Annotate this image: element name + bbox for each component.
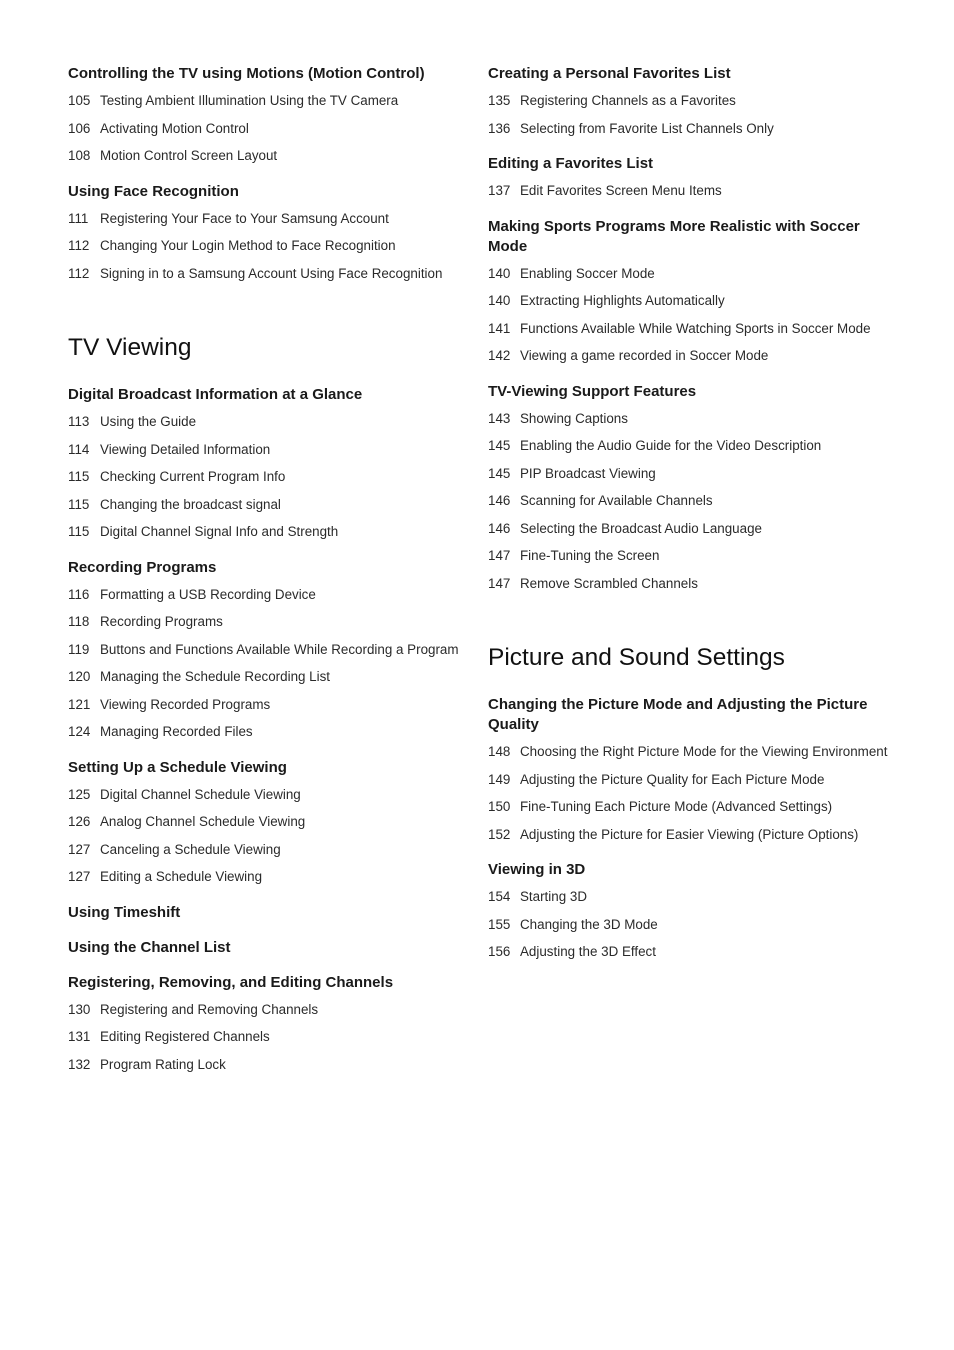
- section-title-link[interactable]: Using the Channel List: [68, 938, 231, 956]
- toc-entry-title: Showing Captions: [520, 410, 628, 426]
- toc-entry-list: [68, 412, 470, 543]
- toc-entry[interactable]: [68, 119, 470, 140]
- toc-entry[interactable]: [488, 742, 888, 763]
- toc-entry[interactable]: [68, 640, 470, 661]
- section-title-link[interactable]: Changing the Picture Mode and Adjusting the Picture Quality: [488, 696, 868, 733]
- toc-entry-page-number: 135: [488, 93, 511, 108]
- toc-entry-page-number: 114: [68, 441, 90, 457]
- part-title-tv-viewing: TV Viewing: [68, 334, 192, 361]
- toc-entry-title: Adjusting the Picture for Easier Viewing (Picture Options): [520, 826, 859, 842]
- toc-entry-page-number: 154: [488, 889, 511, 904]
- toc-entry[interactable]: [488, 409, 888, 430]
- toc-section: [68, 903, 470, 923]
- section-title-link[interactable]: Creating a Personal Favorites List: [488, 65, 731, 82]
- toc-entry[interactable]: [488, 491, 888, 512]
- toc-entry-page-number: 131: [68, 1029, 91, 1044]
- toc-entry-title: Viewing a game recorded in Soccer Mode: [520, 348, 769, 363]
- toc-entry-list: [68, 91, 470, 167]
- section-title-link[interactable]: Digital Broadcast Information at a Glance: [68, 386, 363, 403]
- toc-entry-title: Selecting from Favorite List Channels Only: [520, 120, 774, 136]
- toc-entry-title: Enabling Soccer Mode: [520, 265, 655, 281]
- toc-entry-list: [68, 785, 470, 888]
- toc-entry[interactable]: [488, 825, 888, 846]
- toc-section: [68, 182, 470, 285]
- toc-entry-page-number: 115: [68, 524, 90, 539]
- toc-entry[interactable]: [68, 495, 470, 516]
- toc-entry-title: Analog Channel Schedule Viewing: [100, 814, 306, 829]
- toc-entry-page-number: 112: [68, 238, 90, 253]
- toc-entry-page-number: 112: [68, 265, 90, 281]
- toc-entry-title: Adjusting the 3D Effect: [520, 944, 656, 959]
- toc-entry-page-number: 147: [488, 548, 511, 563]
- toc-entry-page-number: 106: [68, 120, 91, 136]
- toc-entry-title: Canceling a Schedule Viewing: [100, 841, 281, 857]
- part-title-picture-and-sound-settings: Picture and Sound Settings: [488, 644, 785, 671]
- toc-entry-page-number: 126: [68, 814, 91, 829]
- toc-entry-page-number: 116: [68, 586, 90, 602]
- toc-entry-title: Recording Programs: [100, 614, 223, 629]
- toc-entry-page-number: 140: [488, 293, 511, 308]
- toc-entry[interactable]: [68, 209, 470, 230]
- toc-entry[interactable]: [488, 519, 888, 540]
- toc-entry[interactable]: [68, 1027, 470, 1048]
- toc-entry[interactable]: [68, 522, 470, 543]
- toc-entry-page-number: 115: [68, 496, 90, 512]
- toc-entry-page-number: 146: [488, 520, 511, 536]
- toc-entry[interactable]: [68, 667, 470, 688]
- toc-entry-list: [68, 1000, 470, 1076]
- toc-entry-title: PIP Broadcast Viewing: [520, 465, 656, 481]
- section-title-link[interactable]: Recording Programs: [68, 558, 217, 576]
- toc-entry-title: Digital Channel Schedule Viewing: [100, 786, 301, 802]
- toc-entry[interactable]: [68, 91, 470, 112]
- section-title-link[interactable]: Setting Up a Schedule Viewing: [68, 758, 287, 776]
- toc-entry-title: Registering Channels as a Favorites: [520, 93, 736, 108]
- toc-entry-title: Functions Available While Watching Sports in Soccer Mode: [520, 320, 871, 336]
- toc-entry-title: Editing Registered Channels: [100, 1029, 270, 1044]
- toc-entry-page-number: 137: [488, 183, 511, 198]
- toc-entry-page-number: 136: [488, 120, 511, 136]
- toc-entry[interactable]: [488, 436, 888, 457]
- toc-entry-title: Checking Current Program Info: [100, 469, 286, 484]
- toc-entry-page-number: 127: [68, 869, 91, 884]
- toc-entry[interactable]: [488, 770, 888, 791]
- toc-entry[interactable]: [488, 887, 888, 908]
- toc-entry-title: Selecting the Broadcast Audio Language: [520, 520, 762, 536]
- toc-entry-title: Managing Recorded Files: [100, 724, 253, 739]
- toc-entry-title: Motion Control Screen Layout: [100, 148, 278, 163]
- toc-entry[interactable]: [68, 840, 470, 861]
- section-title-link[interactable]: Controlling the TV using Motions (Motion Control): [68, 65, 425, 82]
- toc-entry[interactable]: [488, 181, 888, 202]
- toc-entry-list: [488, 181, 888, 202]
- toc-entry-title: Editing a Schedule Viewing: [100, 869, 263, 884]
- toc-entry-page-number: 108: [68, 148, 91, 163]
- toc-entry-title: Extracting Highlights Automatically: [520, 293, 725, 308]
- toc-entry-title: Registering and Removing Channels: [100, 1001, 319, 1017]
- section-title-link[interactable]: Editing a Favorites List: [488, 155, 654, 172]
- toc-entry-page-number: 152: [488, 826, 511, 842]
- toc-entry[interactable]: [68, 412, 470, 433]
- section-title-link[interactable]: Making Sports Programs More Realistic with Soccer Mode: [488, 217, 860, 255]
- toc-entry-page-number: 148: [488, 744, 511, 759]
- toc-entry[interactable]: [488, 264, 888, 285]
- toc-entry[interactable]: [68, 867, 470, 888]
- toc-entry[interactable]: [488, 346, 888, 367]
- toc-entry-title: Remove Scrambled Channels: [520, 575, 698, 591]
- toc-left-column: [68, 64, 470, 1075]
- toc-entry[interactable]: [68, 1000, 470, 1021]
- toc-entry-title: Testing Ambient Illumination Using the TV Camera: [100, 93, 399, 108]
- toc-entry-page-number: 140: [488, 265, 511, 281]
- toc-entry-page-number: 127: [68, 841, 91, 857]
- toc-entry[interactable]: [68, 146, 470, 167]
- section-title-link[interactable]: Using Face Recognition: [68, 182, 239, 200]
- toc-entry-title: Digital Channel Signal Info and Strength: [100, 524, 339, 539]
- toc-entry-page-number: 142: [488, 348, 511, 363]
- toc-entry[interactable]: [68, 785, 470, 806]
- toc-entry-page-number: 125: [68, 786, 91, 802]
- toc-entry-title: Managing the Schedule Recording List: [100, 669, 331, 684]
- toc-section: [488, 695, 888, 845]
- toc-entry-page-number: 119: [68, 641, 90, 657]
- toc-entry-title: Buttons and Functions Available While Recording a Program: [100, 641, 459, 657]
- toc-entry-title: Fine-Tuning the Screen: [520, 548, 660, 563]
- toc-entry[interactable]: [488, 119, 888, 140]
- toc-entry-page-number: 147: [488, 575, 511, 591]
- toc-entry-list: [68, 209, 470, 285]
- toc-section: [488, 860, 888, 963]
- toc-section: [68, 758, 470, 888]
- toc-entry-title: Formatting a USB Recording Device: [100, 586, 316, 602]
- toc-right-column: [488, 64, 888, 963]
- toc-entry-title: Choosing the Right Picture Mode for the Viewing Environment: [520, 744, 888, 759]
- toc-section: [488, 154, 888, 202]
- toc-entry-page-number: 105: [68, 93, 91, 108]
- toc-entry-title: Changing the 3D Mode: [520, 916, 658, 932]
- toc-entry-title: Edit Favorites Screen Menu Items: [520, 183, 722, 198]
- toc-entry-page-number: 118: [68, 614, 90, 629]
- toc-entry-page-number: 124: [68, 724, 91, 739]
- section-title-link[interactable]: TV-Viewing Support Features: [488, 382, 697, 400]
- toc-entry[interactable]: [68, 812, 470, 833]
- toc-entry[interactable]: [68, 722, 470, 743]
- toc-entry-page-number: 113: [68, 414, 90, 429]
- toc-entry[interactable]: [68, 695, 470, 716]
- toc-entry-title: Changing Your Login Method to Face Recognition: [100, 238, 396, 253]
- toc-entry[interactable]: [68, 467, 470, 488]
- toc-section: [488, 64, 888, 139]
- toc-entry-list: [488, 742, 888, 845]
- toc-entry-title: Scanning for Available Channels: [520, 493, 713, 508]
- toc-entry[interactable]: [68, 440, 470, 461]
- toc-entry-title: Program Rating Lock: [100, 1056, 226, 1072]
- toc-entry[interactable]: [488, 464, 888, 485]
- toc-entry[interactable]: [68, 264, 470, 285]
- toc-entry-title: Fine-Tuning Each Picture Mode (Advanced Settings): [520, 799, 833, 814]
- toc-entry-title: Activating Motion Control: [100, 120, 249, 136]
- toc-entry-title: Viewing Detailed Information: [100, 441, 271, 457]
- toc-entry-page-number: 111: [68, 210, 89, 226]
- toc-entry-page-number: 121: [68, 696, 91, 712]
- toc-entry-page-number: 130: [68, 1001, 91, 1017]
- toc-entry-page-number: 155: [488, 916, 511, 932]
- toc-entry-title: Using the Guide: [100, 414, 197, 429]
- section-title-link[interactable]: Registering, Removing, and Editing Channels: [68, 973, 394, 991]
- toc-section: [68, 64, 470, 167]
- toc-entry-list: [488, 264, 888, 367]
- toc-entry-list: [68, 585, 470, 743]
- toc-entry[interactable]: [488, 797, 888, 818]
- toc-entry-page-number: 115: [68, 469, 90, 484]
- toc-entry[interactable]: [488, 91, 888, 112]
- toc-section: [68, 973, 470, 1076]
- toc-section: [68, 558, 470, 743]
- toc-entry[interactable]: [488, 942, 888, 963]
- toc-entry[interactable]: [488, 574, 888, 595]
- toc-entry-page-number: 156: [488, 944, 511, 959]
- toc-entry[interactable]: [68, 612, 470, 633]
- toc-section: [68, 938, 470, 958]
- toc-entry-page-number: 150: [488, 799, 511, 814]
- toc-entry-page-number: 132: [68, 1056, 91, 1072]
- toc-section: [488, 382, 888, 595]
- toc-entry-list: [488, 887, 888, 963]
- toc-entry-title: Adjusting the Picture Quality for Each Picture Mode: [520, 771, 825, 787]
- toc-entry-page-number: 145: [488, 465, 511, 481]
- toc-section: [68, 385, 470, 543]
- toc-entry-page-number: 146: [488, 493, 511, 508]
- toc-entry-list: [488, 409, 888, 595]
- toc-entry[interactable]: [488, 546, 888, 567]
- toc-entry-page-number: 141: [488, 320, 511, 336]
- section-title-link[interactable]: Viewing in 3D: [488, 861, 586, 878]
- toc-entry-page-number: 145: [488, 438, 511, 453]
- toc-entry[interactable]: [68, 1055, 470, 1076]
- toc-entry[interactable]: [488, 291, 888, 312]
- toc-entry-title: Starting 3D: [520, 889, 587, 904]
- toc-entry-title: Viewing Recorded Programs: [100, 696, 271, 712]
- section-title-link[interactable]: Using Timeshift: [68, 903, 181, 921]
- toc-entry[interactable]: [488, 915, 888, 936]
- toc-entry-page-number: 143: [488, 410, 511, 426]
- toc-entry[interactable]: [68, 585, 470, 606]
- toc-entry-page-number: 120: [68, 669, 91, 684]
- toc-entry-title: Signing in to a Samsung Account Using Face Recognition: [100, 265, 443, 281]
- toc-entry[interactable]: [68, 236, 470, 257]
- toc-entry-title: Enabling the Audio Guide for the Video Description: [520, 438, 822, 453]
- toc-entry-title: Registering Your Face to Your Samsung Account: [100, 210, 389, 226]
- toc-section: [488, 217, 888, 367]
- toc-entry-title: Changing the broadcast signal: [100, 496, 281, 512]
- toc-entry[interactable]: [488, 319, 888, 340]
- toc-entry-list: [488, 91, 888, 139]
- toc-entry-page-number: 149: [488, 771, 511, 787]
